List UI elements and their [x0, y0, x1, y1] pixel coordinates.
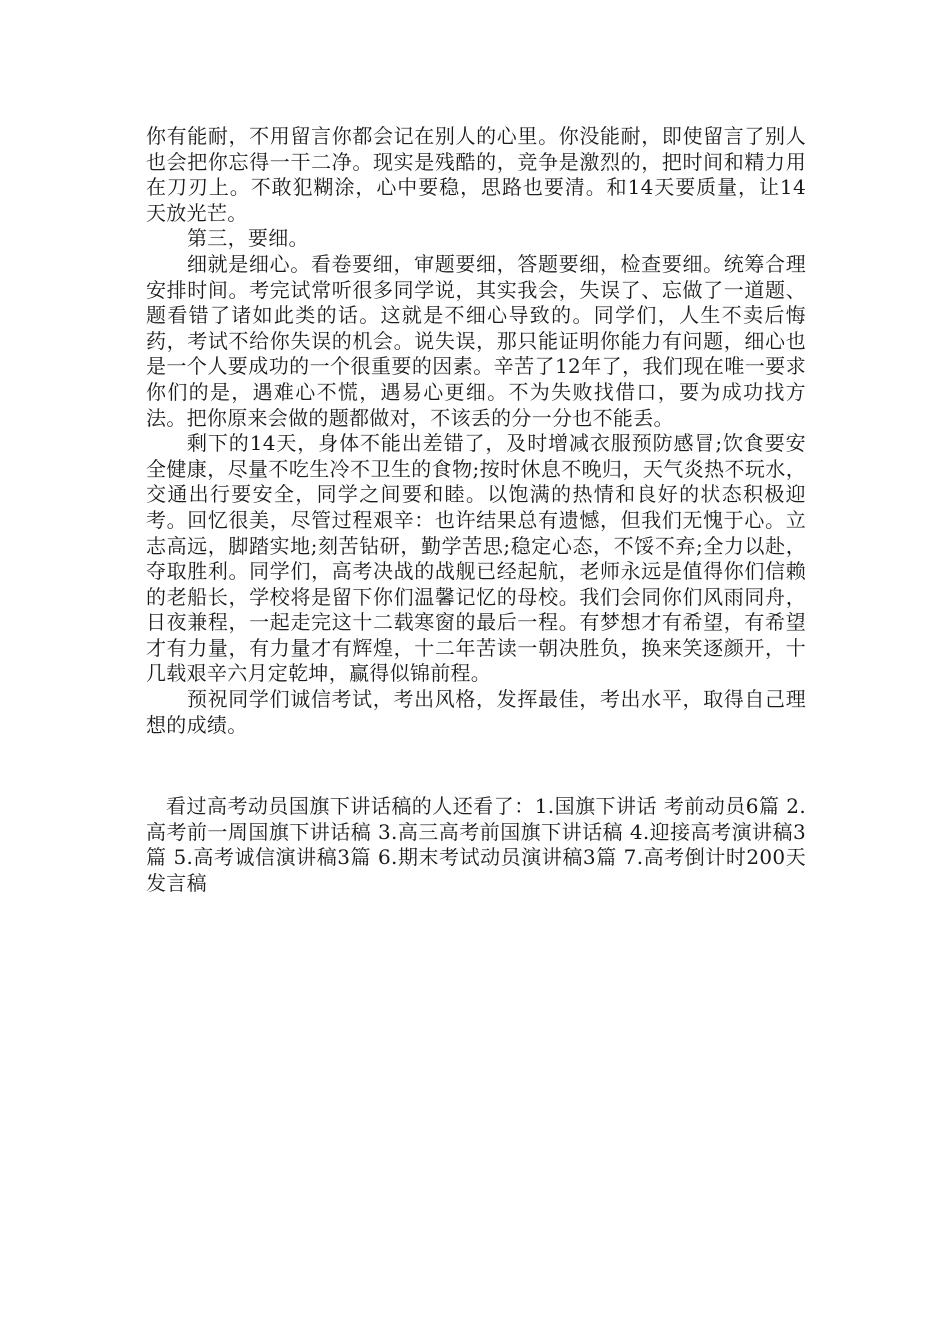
paragraph-1: 你有能耐，不用留言你都会记在别人的心里。你没能耐，即使留言了别人也会把你忘得一干二净。现实是残酷的，竞争是激烈的，把时间和精力用在刀刃上。不敢犯糊涂，心中要稳，思路也要清。和14天要质量，让14天放光芒。: [146, 124, 806, 225]
paragraph-3: 细就是细心。看卷要细，审题要细，答题要细，检查要细。统筹合理安排时间。考完试常听很多同学说，其实我会，失误了、忘做了一道题、题看错了诸如此类的话。这就是不细心导致的。同学们，人生不卖后悔药，考试不给你失误的机会。说失误，那只能证明你能力有问题，细心也是一个人要成功的一个很重要的因素。辛苦了12年了，我们现在唯一要求你们的是，遇难心不慌，遇易心更细。不为失败找借口，要为成功找方法。把你原来会做的题都做对，不该丢的分一分也不能丢。: [146, 251, 806, 430]
document-body: [146, 124, 806, 738]
paragraph-2: 第三，要细。: [187, 226, 309, 251]
related-articles: 看过高考动员国旗下讲话稿的人还看了：1.国旗下讲话 考前动员6篇 2.高考前一周国旗下讲话稿 3.高三高考前国旗下讲话稿 4.迎接高考演讲稿3篇 5.高考诚信演讲稿3篇 6.期末考试动员演讲稿3篇 7.高考倒计时200天发言稿: [146, 794, 806, 895]
paragraph-5: 预祝同学们诚信考试，考出风格，发挥最佳，考出水平，取得自己理想的成绩。: [146, 687, 806, 737]
paragraph-4: 剩下的14天，身体不能出差错了，及时增减衣服预防感冒;饮食要安全健康，尽量不吃生冷不卫生的食物;按时休息不晚归，天气炎热不玩水，交通出行要安全，同学之间要和睦。以饱满的热情和良好的状态积极迎考。回忆很美，尽管过程艰辛：也许结果总有遗憾，但我们无愧于心。立志高远，脚踏实地;刻苦钻研，勤学苦思;稳定心态，不馁不弃;全力以赴，夺取胜利。同学们，高考决战的战舰已经起航，老师永远是值得你们信赖的老船长，学校将是留下你们温馨记忆的母校。我们会同你们风雨同舟，日夜兼程，一起走完这十二载寒窗的最后一程。有梦想才有希望，有希望才有力量，有力量才有辉煌，十二年苦读一朝决胜负，换来笑逐颜开，十几载艰辛六月定乾坤，赢得似锦前程。: [146, 431, 806, 686]
